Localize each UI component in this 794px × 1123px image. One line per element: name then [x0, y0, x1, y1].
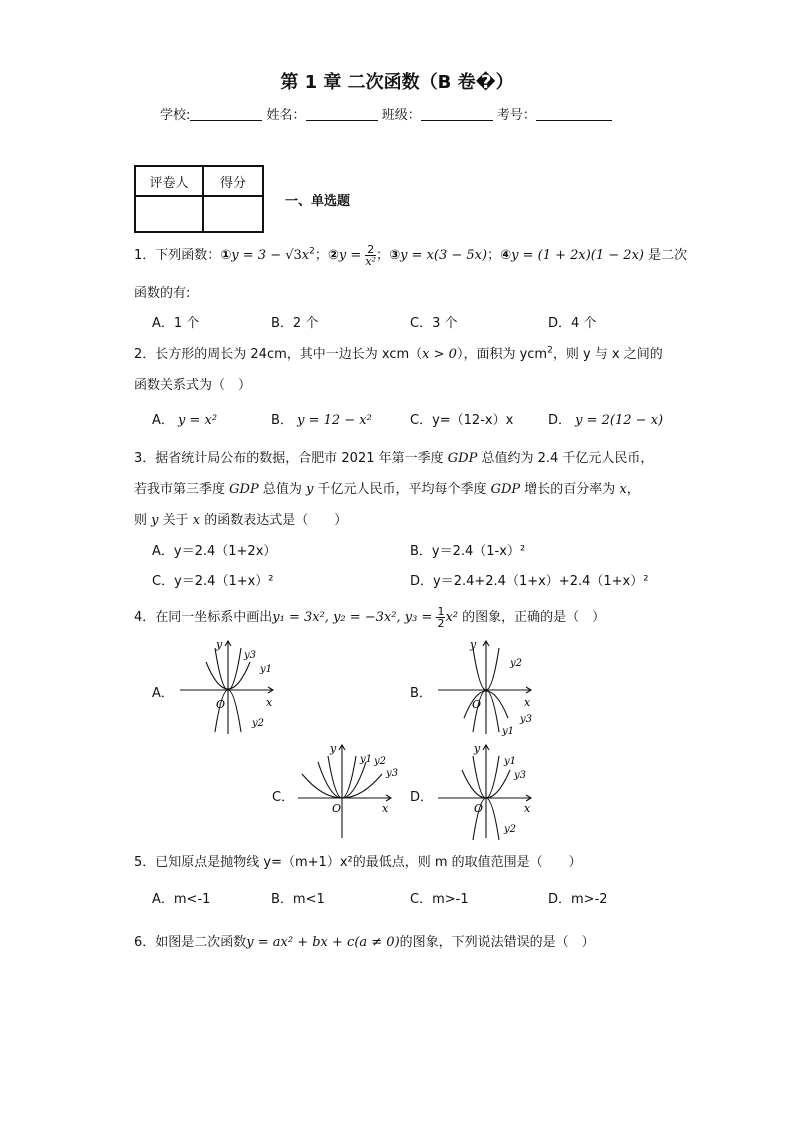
grader-cell[interactable]: [135, 196, 203, 232]
svg-text:O: O: [472, 698, 482, 711]
svg-text:y2: y2: [252, 718, 265, 729]
svg-text:y3: y3: [514, 770, 527, 781]
q2-option-a[interactable]: A． y = x²: [152, 413, 218, 428]
graph-option-b[interactable]: [436, 636, 536, 736]
q3-option-c[interactable]: C．y＝2.4（1+x）²: [152, 574, 274, 589]
q3-option-d[interactable]: D．y＝2.4+2.4（1+x）+2.4（1+x）²: [410, 574, 649, 589]
question-1-line-2: 函数的有:: [134, 286, 191, 301]
q4-option-c-label[interactable]: C．: [272, 790, 295, 805]
q3-option-b[interactable]: B．y＝2.4（1-x）²: [410, 544, 526, 559]
q1-option-c[interactable]: C．3 个: [410, 316, 458, 331]
q1-option-b[interactable]: B．2 个: [271, 316, 319, 331]
exam-number-field[interactable]: [536, 106, 612, 121]
fraction-one-half: $\frac{1}{2}$: [437, 605, 445, 630]
class-label: 班级：: [381, 108, 421, 123]
svg-text:x: x: [382, 802, 389, 815]
question-1-line-1: 1．下列函数：①y = $3 - √3x^2$；②y = $\frac{2}{\text{x²}}$ ；③y = x(3 − 5x)；④y = (1 + 2x)(1 − 2x) 是二次: [134, 243, 688, 268]
question-3-line-2: 若我市第三季度 GDP 总值为 y 千亿元人民币，平均每个季度 GDP 增长的百分率为 x，: [134, 482, 640, 497]
question-3-line-1: 3．据省统计局公布的数据，合肥市 2021 年第一季度 GDP 总值约为 2.4 千亿元人民币，: [134, 451, 654, 466]
q4-option-b-label[interactable]: B．: [410, 686, 432, 701]
q5-option-b[interactable]: B．m<1: [271, 892, 325, 907]
q5-option-d[interactable]: D．m>-2: [548, 892, 608, 907]
graph-option-c[interactable]: [296, 740, 399, 840]
school-label: 学校:: [160, 108, 191, 123]
svg-text:y1: y1: [360, 754, 373, 765]
svg-text:y3: y3: [244, 650, 257, 661]
name-field[interactable]: [306, 106, 378, 121]
svg-text:y1: y1: [260, 664, 273, 675]
q5-option-c[interactable]: C．m>-1: [410, 892, 469, 907]
school-field[interactable]: [190, 106, 262, 121]
question-2-line-2: 函数关系式为（ ）: [134, 378, 252, 393]
svg-text:y1: y1: [504, 756, 517, 767]
grader-header: 评卷人: [135, 166, 203, 196]
q4-option-d-label[interactable]: D．: [410, 790, 434, 805]
svg-text:y3: y3: [520, 714, 533, 725]
svg-text:x: x: [524, 696, 531, 709]
score-table: [134, 165, 264, 233]
svg-text:y1: y1: [502, 726, 515, 737]
fraction-2-over-x2: $\frac{2}{\text{x²}}$: [365, 243, 377, 268]
score-cell[interactable]: [203, 196, 263, 232]
q4-option-a-label[interactable]: A．: [152, 686, 174, 701]
question-2-line-1: 2．长方形的周长为 24cm，其中一边长为 xcm（x > 0），面积为 ycm$^2$，则 y 与 x 之间的: [134, 345, 663, 362]
svg-text:y: y: [216, 638, 223, 651]
question-5-line-1: 5．已知原点是抛物线 y=（m+1）x²的最低点，则 m 的取值范围是（ ）: [134, 855, 582, 870]
svg-text:y: y: [474, 742, 481, 755]
question-4-line-1: 4．在同一坐标系中画出y₁ = 3x², y₂ = −3x², y₃ = $\frac{1}{2}$ x² 的图象，正确的是（ ）: [134, 605, 606, 630]
question-6-line-1: 6．如图是二次函数y = ax² + bx + c(a ≠ 0)的图象，下列说法错误的是（ ）: [134, 935, 595, 950]
svg-text:y2: y2: [374, 756, 387, 767]
page-title: 第 1 章 二次函数（B 卷�）: [280, 72, 514, 93]
svg-text:y: y: [330, 742, 337, 755]
name-label: 姓名：: [266, 108, 306, 123]
q3-option-a[interactable]: A．y＝2.4（1+2x）: [152, 544, 277, 559]
score-header: 得分: [203, 166, 263, 196]
svg-text:x: x: [524, 802, 531, 815]
exam-number-label: 考号：: [496, 108, 536, 123]
student-info-line: [160, 104, 612, 123]
svg-text:O: O: [216, 698, 226, 711]
q2-option-c[interactable]: C．y=（12-x）x: [410, 413, 514, 428]
svg-text:O: O: [474, 802, 484, 815]
graph-option-d[interactable]: [436, 740, 536, 840]
svg-text:y2: y2: [504, 824, 517, 835]
q2-option-b[interactable]: B． y = 12 − x²: [271, 413, 372, 428]
svg-text:y3: y3: [386, 768, 399, 779]
graph-option-a[interactable]: [178, 636, 278, 736]
q1-option-a[interactable]: A．1 个: [152, 316, 200, 331]
q5-option-a[interactable]: A．m<-1: [152, 892, 211, 907]
question-3-line-3: 则 y 关于 x 的函数表达式是（ ）: [134, 513, 348, 528]
svg-text:x: x: [266, 696, 273, 709]
svg-text:y: y: [470, 638, 477, 651]
svg-text:y2: y2: [510, 658, 523, 669]
q2-option-d[interactable]: D． y = 2(12 − x): [548, 413, 664, 428]
q1-option-d[interactable]: D．4 个: [548, 316, 597, 331]
svg-text:O: O: [332, 802, 342, 815]
class-field[interactable]: [421, 106, 493, 121]
section-heading: 一、单选题: [285, 194, 351, 209]
